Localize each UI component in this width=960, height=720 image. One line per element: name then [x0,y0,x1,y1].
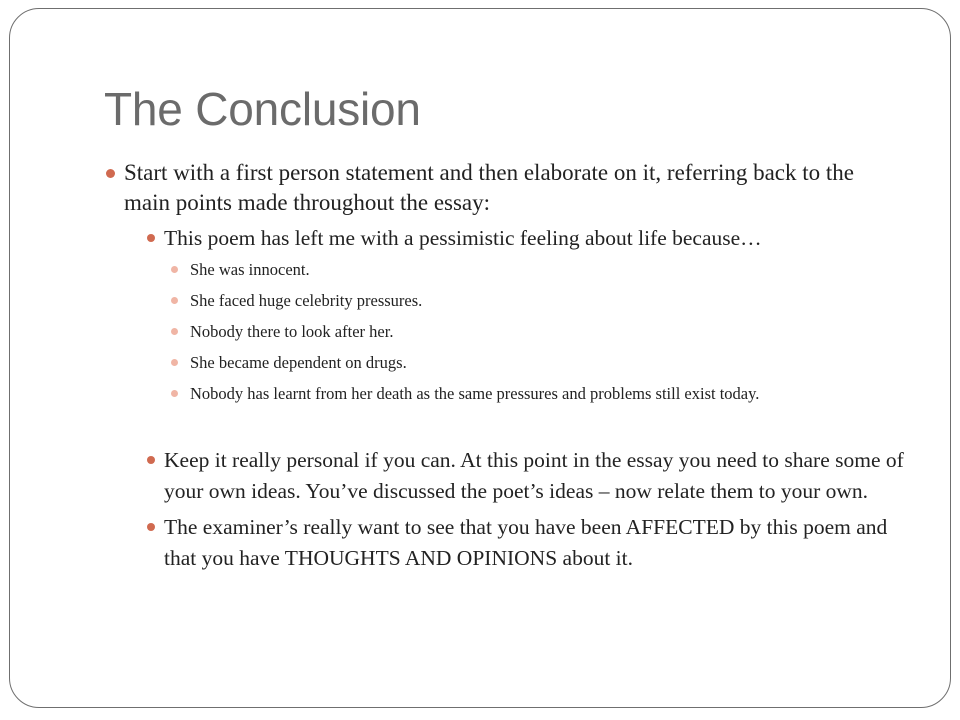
bullet-dot-icon [171,297,178,304]
bullet-dot-icon [171,390,178,397]
bullet-text: This poem has left me with a pessimistic feeling about life because… [164,226,762,250]
sub-bullet-text: Nobody has learnt from her death as the same pressures and problems still exist today. [190,384,760,403]
bullet-dot-icon [147,456,155,464]
bullet-dot-icon [171,328,178,335]
sub-bullet-nobody-learnt [171,383,904,405]
bullet-dot-icon [106,169,115,178]
bullet-text: Keep it really personal if you can. At this point in the essay you need to share some of your own ideas. You’ve discussed the poet’s ideas – now relate them to your own. [164,448,904,503]
slide-title: The Conclusion [104,83,421,135]
sub-bullet-text: She became dependent on drugs. [190,353,407,372]
sub-bullet-dependent-drugs [171,352,904,374]
bullet-text: Start with a first person statement and then elaborate on it, referring back to the main points made throughout the essay: [124,160,855,215]
sub-bullet-celebrity-pressures [171,290,904,312]
bullet-dot-icon [147,234,155,242]
bullet-text: The examiner’s really want to see that you have been AFFECTED by this poem and that you have THOUGHTS AND OPINIONS about it. [164,515,888,570]
bullet-first-person-statement [104,158,904,218]
bullet-pessimistic-feeling [146,223,904,254]
sub-bullet-innocent [171,259,904,281]
slide-body [104,158,904,574]
sub-bullet-text: She faced huge celebrity pressures. [190,291,423,310]
bullet-dot-icon [147,523,155,531]
bullet-keep-personal [146,445,904,507]
bullet-dot-icon [171,266,178,273]
bullet-dot-icon [171,359,178,366]
sub-bullet-text: Nobody there to look after her. [190,322,394,341]
sub-bullet-text: She was innocent. [190,260,310,279]
sub-bullet-nobody-look-after [171,321,904,343]
bullet-examiners-want [146,512,904,574]
